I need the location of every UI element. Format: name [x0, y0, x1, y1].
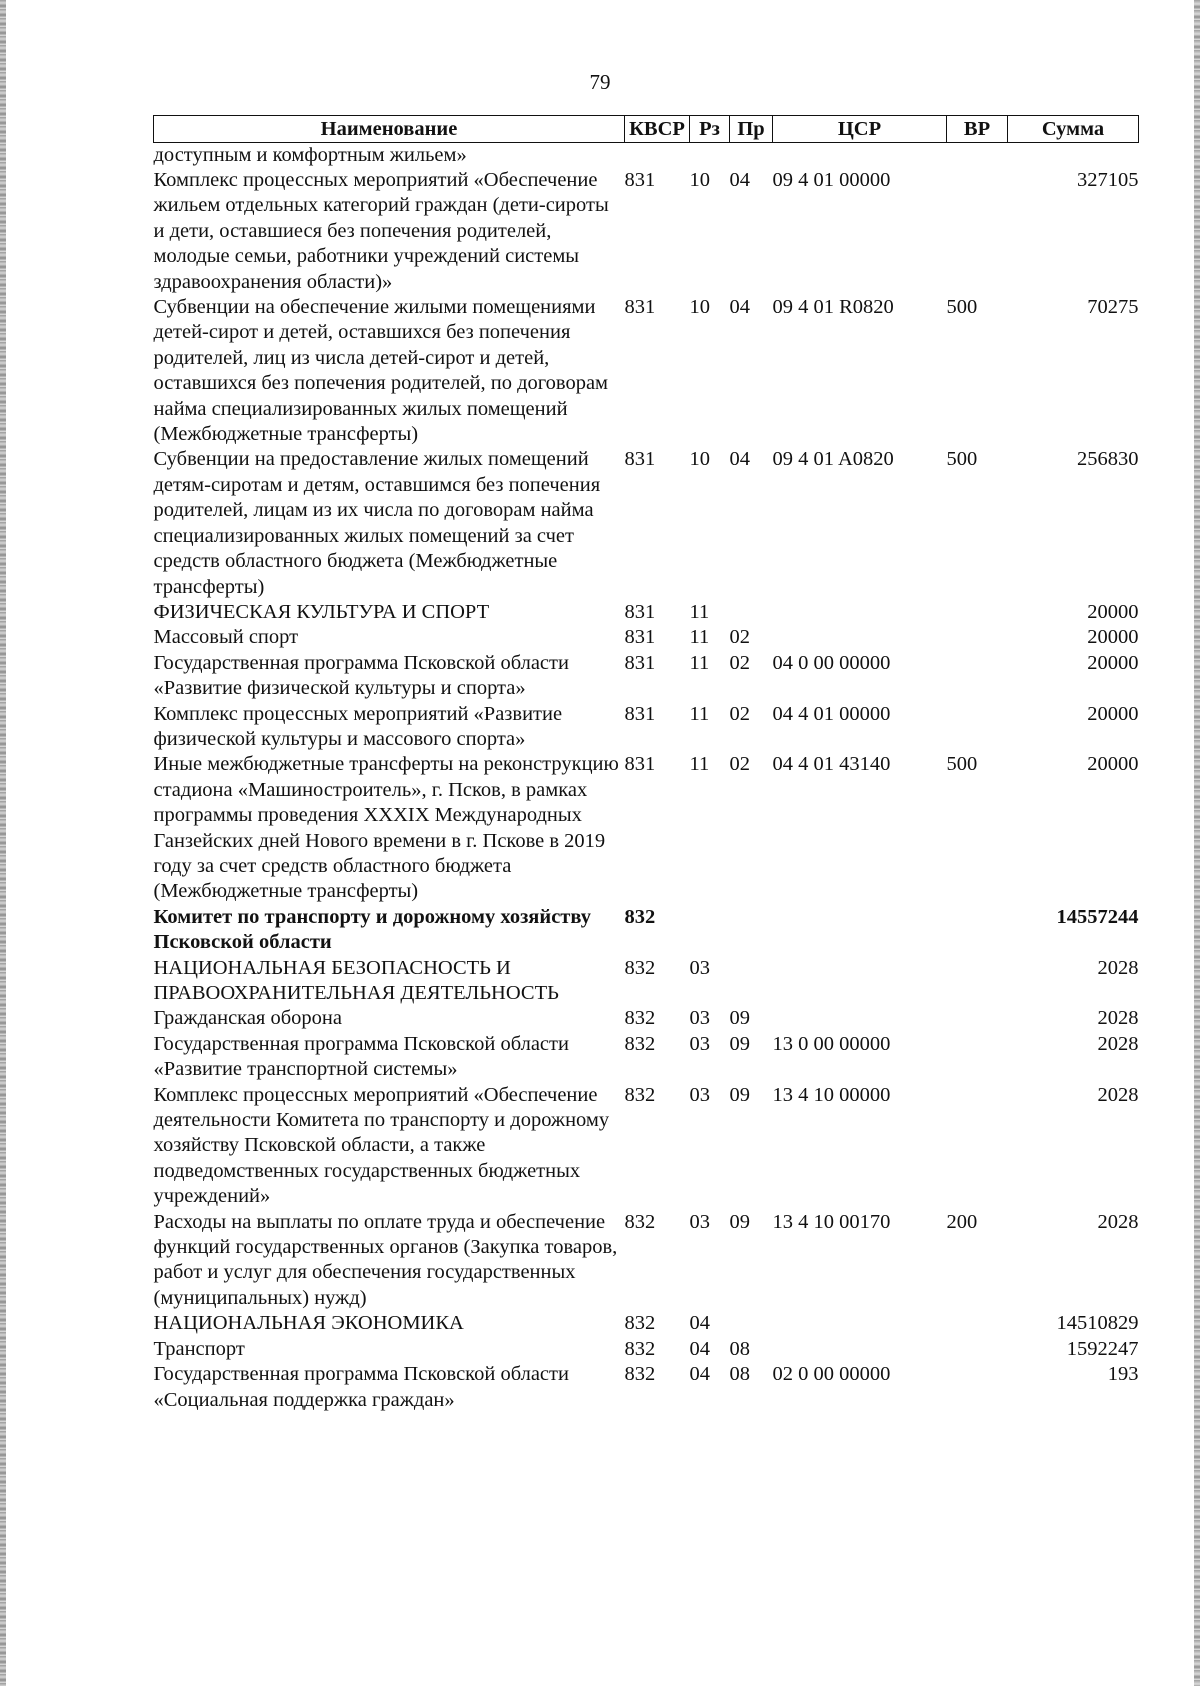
cell-name: Расходы на выплаты по оплате труда и обеспечение функций государственных органов (Закупка товаров, работ и услуг для обеспечения государственных (муниципальных) нужд)	[153, 1210, 618, 1309]
cell-name: Массовый спорт	[153, 626, 299, 649]
header-pr: Пр	[730, 116, 773, 143]
cell-sum	[1008, 143, 1139, 169]
cell-sum: 20000	[1087, 753, 1139, 776]
cell-pr	[730, 143, 773, 169]
header-kvsr: КВСР	[625, 116, 690, 143]
cell-kvsr: 831	[624, 169, 656, 191]
cell-sum: 20000	[1087, 651, 1139, 674]
cell-vr	[947, 905, 1008, 956]
cell-pr: 09	[729, 1210, 750, 1233]
cell-vr: 500	[946, 296, 978, 319]
cell-rz: 11	[689, 753, 710, 776]
table-row	[154, 1311, 1139, 1336]
table-row	[154, 143, 1139, 169]
cell-kvsr: 831	[624, 753, 656, 776]
cell-kvsr: 831	[624, 702, 656, 725]
cell-rz	[690, 143, 730, 169]
cell-csr	[773, 1311, 947, 1336]
table-header	[154, 116, 1139, 143]
table-row	[154, 1210, 1139, 1312]
cell-pr: 09	[729, 1032, 750, 1055]
cell-sum: 327105	[1077, 169, 1139, 191]
cell-csr	[773, 956, 947, 1007]
cell-kvsr: 831	[624, 651, 656, 674]
cell-kvsr: 832	[624, 1032, 656, 1055]
cell-vr	[947, 600, 1008, 625]
cell-rz: 03	[689, 1083, 710, 1106]
cell-csr: 09 4 01 A0820	[772, 448, 894, 471]
cell-csr: 04 4 01 43140	[772, 753, 891, 776]
cell-sum: 2028	[1097, 1083, 1139, 1106]
cell-csr: 13 4 10 00000	[772, 1083, 891, 1106]
cell-vr	[947, 956, 1008, 1007]
scan-edge-right	[1194, 0, 1200, 1686]
cell-name: Комплекс процессных мероприятий «Обеспечение жильем отдельных категорий граждан (дети-сироты и дети, оставшиеся без попечения родителей, молодые семьи, работники учреждений системы здравоохранения области)»	[153, 169, 609, 293]
cell-vr	[947, 1083, 1008, 1210]
cell-rz: 03	[689, 1210, 710, 1233]
cell-name: Субвенции на предоставление жилых помещений детям-сиротам и детям, оставшимся без попечения родителей, лицам из их числа по договорам найма специализированных жилых помещений за счет средств областного бюджета (Межбюджетные трансферты)	[153, 448, 601, 598]
cell-pr: 02	[729, 651, 750, 674]
table-row	[154, 956, 1139, 1007]
header-vr: ВР	[947, 116, 1008, 143]
table-row	[154, 1006, 1139, 1031]
cell-vr	[947, 1337, 1008, 1362]
cell-pr: 09	[729, 1007, 750, 1030]
cell-sum: 20000	[1087, 702, 1139, 725]
cell-vr: 500	[946, 448, 978, 471]
table-row	[154, 1337, 1139, 1362]
cell-rz: 11	[689, 626, 710, 649]
table-row	[154, 1083, 1139, 1210]
cell-sum: 193	[1107, 1363, 1139, 1386]
cell-csr: 09 4 01 00000	[772, 169, 891, 191]
table-body	[154, 143, 1139, 1413]
cell-kvsr: 832	[624, 1007, 656, 1030]
cell-name: Государственная программа Псковской области «Развитие транспортной системы»	[153, 1032, 569, 1081]
page-number: 79	[589, 70, 611, 94]
cell-pr: 02	[729, 626, 750, 649]
cell-rz: 03	[689, 1007, 710, 1030]
cell-vr: 500	[946, 753, 978, 776]
cell-vr	[947, 625, 1008, 650]
cell-rz: 10	[689, 448, 710, 471]
cell-rz: 03	[689, 1032, 710, 1055]
cell-kvsr: 831	[624, 448, 656, 471]
cell-pr: 02	[729, 753, 750, 776]
table-row	[154, 905, 1139, 956]
header-rz: Рз	[690, 116, 730, 143]
cell-sum: 1592247	[1066, 1337, 1139, 1360]
cell-csr: 02 0 00 00000	[772, 1363, 891, 1386]
cell-rz: 04	[689, 1363, 710, 1386]
cell-sum: 2028	[1097, 1007, 1139, 1030]
table-row	[154, 752, 1139, 904]
cell-name: Государственная программа Псковской области «Развитие физической культуры и спорта»	[153, 651, 569, 700]
cell-name: Субвенции на обеспечение жилыми помещениями детей-сирот и детей, оставшихся без попечения родителей, лиц из числа детей-сирот и детей, оставшихся без попечения родителей, по договорам найма специализированных жилых помещений (Межбюджетные трансферты)	[153, 296, 609, 446]
cell-pr	[730, 905, 773, 956]
cell-pr: 08	[729, 1363, 750, 1386]
cell-rz: 11	[689, 651, 710, 674]
cell-vr	[947, 651, 1008, 702]
cell-csr: 04 4 01 00000	[772, 702, 891, 725]
cell-kvsr: 831	[624, 600, 656, 623]
cell-kvsr: 832	[624, 1210, 656, 1233]
cell-pr	[730, 956, 773, 1007]
cell-rz	[690, 905, 730, 956]
cell-name: НАЦИОНАЛЬНАЯ БЕЗОПАСНОСТЬ И ПРАВООХРАНИТЕЛЬНАЯ ДЕЯТЕЛЬНОСТЬ	[153, 956, 559, 1004]
cell-csr	[773, 1006, 947, 1031]
cell-kvsr: 831	[624, 626, 656, 649]
table-row	[154, 295, 1139, 447]
cell-pr: 04	[729, 296, 750, 319]
table-row	[154, 1362, 1139, 1413]
cell-kvsr: 832	[624, 905, 656, 928]
cell-vr	[947, 1006, 1008, 1031]
cell-pr: 02	[729, 702, 750, 725]
cell-vr	[947, 1311, 1008, 1336]
header-name: Наименование	[154, 116, 625, 143]
cell-sum: 20000	[1087, 626, 1139, 649]
cell-csr	[773, 600, 947, 625]
cell-rz: 11	[689, 600, 710, 623]
budget-table	[153, 115, 1139, 1413]
table-row	[154, 1032, 1139, 1083]
cell-name: Комплекс процессных мероприятий «Обеспечение деятельности Комитета по транспорту и дорожному хозяйству Псковской области, а также подведомственных государственных бюджетных учреждений»	[153, 1083, 610, 1208]
cell-kvsr: 832	[624, 1363, 656, 1386]
cell-kvsr: 832	[624, 956, 656, 979]
cell-csr	[773, 143, 947, 169]
cell-sum: 14510829	[1056, 1312, 1139, 1335]
table-row	[154, 600, 1139, 625]
cell-csr: 13 4 10 00170	[772, 1210, 891, 1233]
cell-name: Транспорт	[153, 1337, 245, 1360]
cell-sum: 20000	[1087, 600, 1139, 623]
cell-pr	[730, 600, 773, 625]
cell-csr: 09 4 01 R0820	[772, 296, 894, 319]
cell-vr	[947, 168, 1008, 295]
cell-vr: 200	[946, 1210, 978, 1233]
cell-sum: 70275	[1087, 296, 1139, 319]
cell-pr: 04	[729, 169, 750, 191]
cell-rz: 04	[689, 1337, 710, 1360]
cell-pr: 09	[729, 1083, 750, 1106]
cell-sum: 256830	[1077, 448, 1139, 471]
scan-edge-left	[0, 0, 6, 1686]
cell-csr	[773, 905, 947, 956]
header-sum: Сумма	[1008, 116, 1139, 143]
cell-rz: 11	[689, 702, 710, 725]
header-csr: ЦСР	[773, 116, 947, 143]
cell-name: Комплекс процессных мероприятий «Развитие физической культуры и массового спорта»	[153, 702, 563, 750]
cell-name: Государственная программа Псковской области «Социальная поддержка граждан»	[153, 1363, 569, 1411]
cell-vr	[947, 143, 1008, 169]
table-row	[154, 447, 1139, 599]
cell-rz: 10	[689, 296, 710, 319]
cell-csr: 13 0 00 00000	[772, 1032, 891, 1055]
table-row	[154, 702, 1139, 753]
cell-csr	[773, 1337, 947, 1362]
cell-kvsr: 831	[624, 296, 656, 319]
cell-name: Комитет по транспорту и дорожному хозяйству Псковской области	[153, 905, 591, 954]
cell-csr	[773, 625, 947, 650]
cell-name: Гражданская оборона	[153, 1007, 342, 1030]
cell-pr	[730, 1311, 773, 1336]
cell-name: доступным и комфортным жильем»	[153, 144, 467, 166]
table-row	[154, 625, 1139, 650]
cell-kvsr	[625, 143, 690, 169]
cell-kvsr: 832	[624, 1337, 656, 1360]
cell-vr	[947, 702, 1008, 753]
cell-rz: 03	[689, 956, 710, 979]
cell-vr	[947, 1362, 1008, 1413]
cell-name: ФИЗИЧЕСКАЯ КУЛЬТУРА И СПОРТ	[153, 600, 490, 623]
cell-kvsr: 832	[624, 1083, 656, 1106]
cell-csr: 04 0 00 00000	[772, 651, 891, 674]
cell-name: НАЦИОНАЛЬНАЯ ЭКОНОМИКА	[153, 1312, 464, 1335]
cell-rz: 10	[689, 169, 710, 191]
table-row	[154, 168, 1139, 295]
cell-kvsr: 832	[624, 1312, 656, 1335]
cell-sum: 2028	[1097, 956, 1139, 979]
cell-rz: 04	[689, 1312, 710, 1335]
cell-sum: 2028	[1097, 1032, 1139, 1055]
cell-pr: 08	[729, 1337, 750, 1360]
cell-sum: 2028	[1097, 1210, 1139, 1233]
cell-name: Иные межбюджетные трансферты на реконструкцию стадиона «Машиностроитель», г. Псков, в рамках программы проведения XXXIX Международных Ганзейских дней Нового времени в г. Пскове в 2019 году за счет средств областного бюджета (Межбюджетные трансферты)	[153, 753, 619, 903]
table-row	[154, 651, 1139, 702]
cell-vr	[947, 1032, 1008, 1083]
cell-sum: 14557244	[1056, 905, 1139, 928]
cell-pr: 04	[729, 448, 750, 471]
